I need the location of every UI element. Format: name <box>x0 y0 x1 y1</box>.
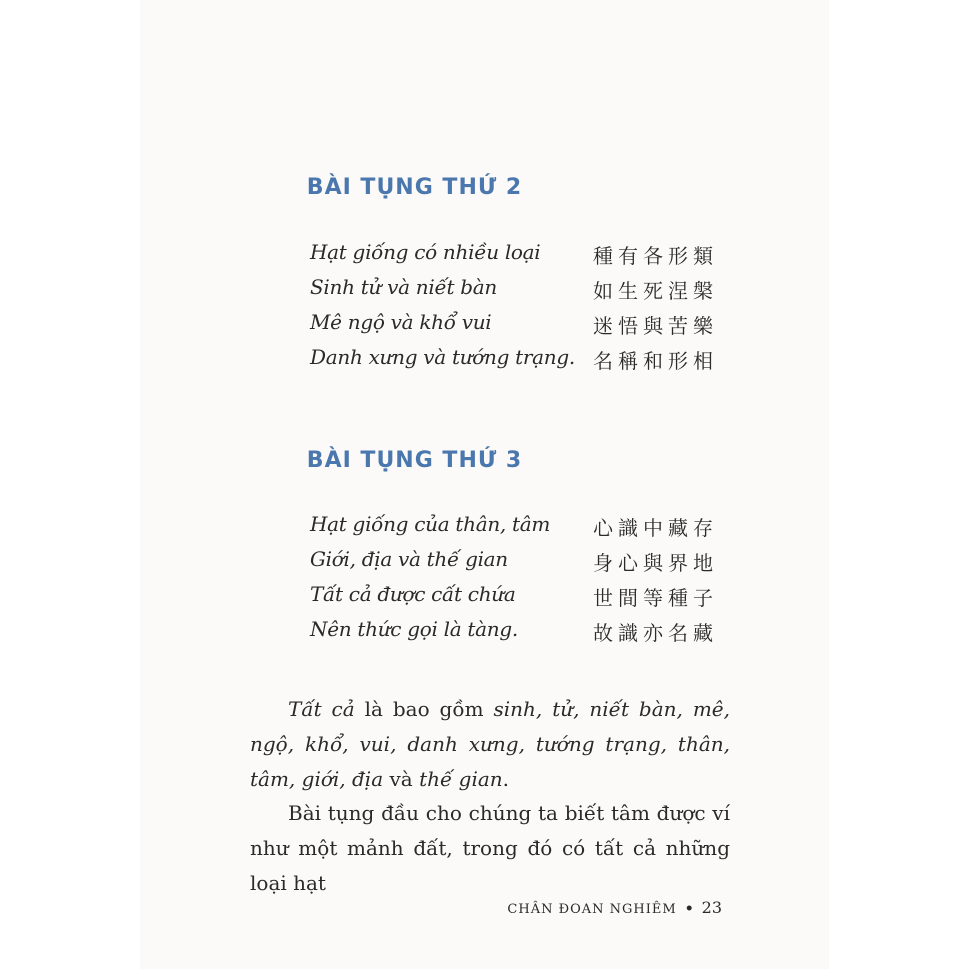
verse-line <box>310 310 718 345</box>
verse-line <box>310 345 718 380</box>
verse-vietnamese: Sinh tử và niết bàn <box>310 275 497 299</box>
verse-line <box>310 617 718 652</box>
book-title: CHÂN ĐOAN NGHIÊM <box>507 902 677 917</box>
verse-chinese: 心識中藏存 <box>593 516 718 540</box>
verse-line <box>310 582 718 617</box>
verse-vietnamese: Tất cả được cất chứa <box>310 582 516 606</box>
paragraph-term: sinh, tử, niết bàn, mê, ngộ, khổ, vui, danh xưng, tướng trạng, thân, tâm, giới, địa <box>250 697 730 791</box>
verse-line <box>310 275 718 310</box>
paragraph-term: thế gian <box>419 767 503 791</box>
page-footer <box>0 898 722 917</box>
verse-vietnamese: Danh xưng và tướng trạng. <box>310 345 575 369</box>
paragraph-text: . <box>502 767 510 791</box>
verse-vietnamese: Hạt giống của thân, tâm <box>310 512 551 536</box>
verse-chinese: 迷悟與苦樂 <box>593 314 718 338</box>
verse-block <box>310 240 718 380</box>
paragraph-text: là bao gồm <box>354 697 494 721</box>
verse-chinese: 身心與界地 <box>593 551 718 575</box>
verse-chinese: 世間等種子 <box>593 586 718 610</box>
verse-chinese: 如生死涅槃 <box>593 279 718 303</box>
section-heading: BÀI TỤNG THỨ 3 <box>306 448 523 473</box>
verse-chinese: 種有各形類 <box>593 244 718 268</box>
page-number: 23 <box>701 898 722 917</box>
paragraph-text: và <box>383 767 420 791</box>
body-paragraph <box>250 692 730 797</box>
footer-separator: • <box>684 901 694 917</box>
verse-vietnamese: Nên thức gọi là tàng. <box>310 617 518 641</box>
paragraph-term: Tất cả <box>288 697 355 721</box>
verse-line <box>310 512 718 547</box>
verse-vietnamese: Giới, địa và thế gian <box>310 547 508 571</box>
verse-vietnamese: Mê ngộ và khổ vui <box>310 310 492 334</box>
verse-line <box>310 240 718 275</box>
verse-chinese: 故識亦名藏 <box>593 621 718 645</box>
body-paragraph: Bài tụng đầu cho chúng ta biết tâm được ví như một mảnh đất, trong đó có tất cả những loại hạt <box>250 801 730 895</box>
verse-line <box>310 547 718 582</box>
section-heading: BÀI TỤNG THỨ 2 <box>306 175 523 200</box>
verse-vietnamese: Hạt giống có nhiều loại <box>310 240 541 264</box>
verse-chinese: 名稱和形相 <box>593 349 718 373</box>
verse-block <box>310 512 718 652</box>
